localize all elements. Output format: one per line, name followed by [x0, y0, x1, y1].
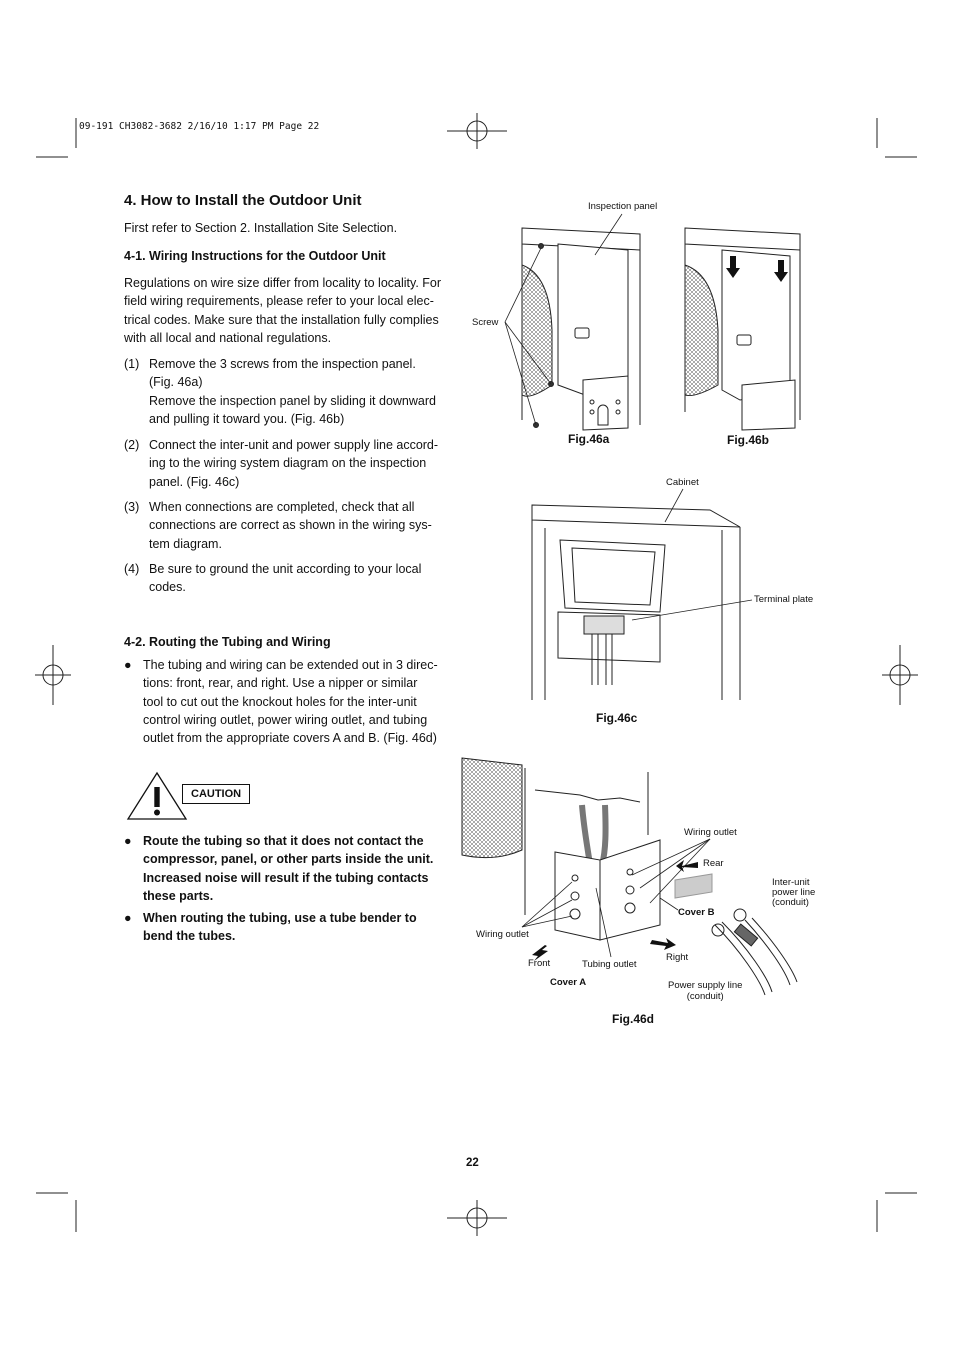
- step-1-number: (1): [124, 357, 140, 371]
- routing-bullet-text: The tubing and wiring can be extended out in 3 direc- tions: front, rear, and right. Use a nipper or similar tool to cut out the knockout holes for the inter-unit control wiring outlet, power wiring outlet, and tubing outlet from the appropriate covers A and B. (Fig. 46d): [143, 658, 438, 746]
- fig46b-drawing: [685, 228, 800, 430]
- caption-fig46c: Fig.46c: [596, 711, 638, 725]
- label-tubing-outlet: Tubing outlet: [582, 959, 637, 970]
- label-power-supply-line: Power supply line (conduit): [668, 980, 743, 1002]
- fig46a-drawing: [522, 228, 640, 430]
- caption-fig46d: Fig.46d: [612, 1012, 655, 1026]
- print-slug: 09-191 CH3082-3682 2/16/10 1:17 PM Page 22: [79, 121, 320, 132]
- caution-bullet-dot-2: ●: [124, 911, 132, 925]
- step-3-number: (3): [124, 500, 140, 514]
- caution-label: CAUTION: [182, 784, 250, 804]
- fig46c-drawing: [532, 505, 740, 700]
- step-2-text: Connect the inter-unit and power supply line accord- ing to the wiring system diagram on the inspection panel. (Fig. 46c): [149, 438, 439, 489]
- label-cover-b: Cover B: [678, 907, 715, 918]
- step-3-text: When connections are completed, check that all connections are correct as shown in the wiring sys- tem diagram.: [149, 500, 432, 551]
- label-wiring-outlet-left: Wiring outlet: [476, 929, 529, 940]
- label-rear: Rear: [703, 858, 724, 869]
- caution-bullet-dot-1: ●: [124, 834, 132, 848]
- step-2-number: (2): [124, 438, 140, 452]
- caption-fig46a: Fig.46a: [568, 432, 610, 446]
- label-right: Right: [666, 952, 689, 963]
- step-4-number: (4): [124, 562, 140, 576]
- caution-bullet-2: When routing the tubing, use a tube bender to bend the tubes.: [143, 911, 417, 944]
- label-wiring-outlet-top: Wiring outlet: [684, 827, 737, 838]
- label-front: Front: [528, 958, 551, 969]
- section-intro: First refer to Section 2. Installation Site Selection.: [124, 221, 398, 235]
- step-1-text: Remove the 3 screws from the inspection panel. (Fig. 46a) Remove the inspection panel by sliding it downward and pulling it toward you. (Fig. 46b): [149, 357, 436, 426]
- caution-bullet-1: Route the tubing so that it does not contact the compressor, panel, or other parts inside the unit. Increased noise will result if the tubing contacts these parts.: [143, 834, 434, 903]
- label-inspection-panel: Inspection panel: [588, 201, 658, 212]
- page-number: 22: [466, 1157, 479, 1169]
- label-cabinet: Cabinet: [666, 477, 699, 488]
- subsection-title-routing: 4-2. Routing the Tubing and Wiring: [124, 635, 331, 649]
- label-terminal-plate: Terminal plate: [754, 594, 814, 605]
- wiring-paragraph: Regulations on wire size differ from locality to locality. For field wiring requirements, please refer to your local elec- trical codes. Make sure that the installation fully complies with all local and national regulations.: [124, 276, 442, 345]
- step-4-text: Be sure to ground the unit according to your local codes.: [149, 562, 422, 595]
- label-inter-unit-power-line: Inter-unit power line (conduit): [772, 877, 816, 908]
- routing-bullet-dot: ●: [124, 658, 132, 672]
- subsection-title-wiring: 4-1. Wiring Instructions for the Outdoor Unit: [124, 249, 386, 263]
- label-screw: Screw: [472, 317, 499, 328]
- caption-fig46b: Fig.46b: [727, 433, 770, 447]
- section-title: 4. How to Install the Outdoor Unit: [124, 192, 362, 209]
- label-cover-a: Cover A: [550, 977, 587, 988]
